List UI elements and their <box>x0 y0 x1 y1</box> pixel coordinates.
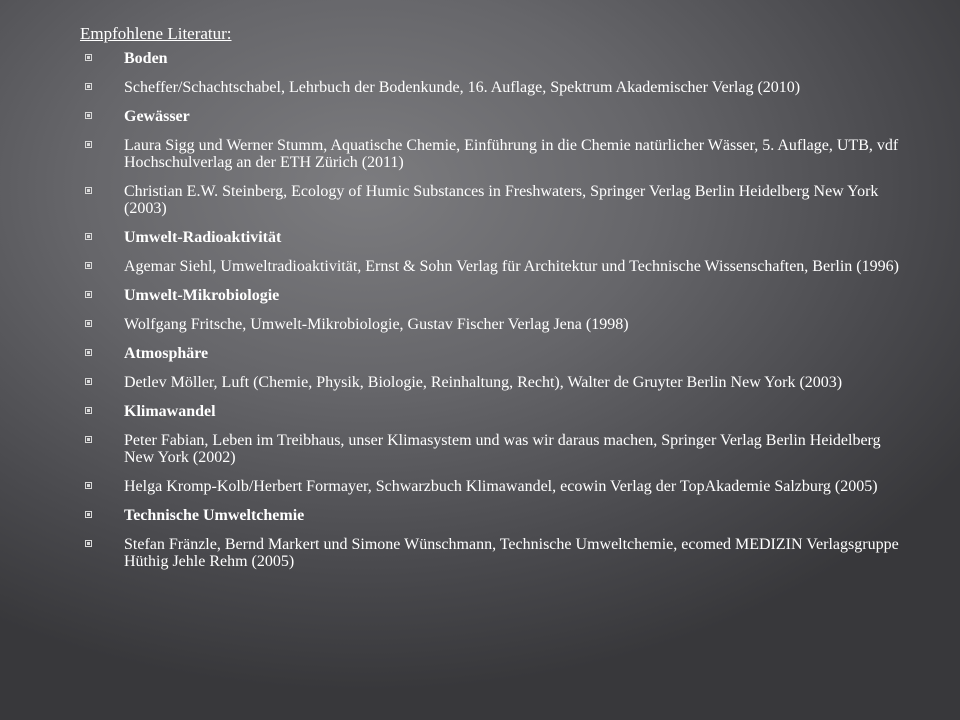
list-item-text: Atmosphäre <box>124 345 209 362</box>
square-bullet-icon <box>85 378 92 385</box>
list-item-text: Scheffer/Schachtschabel, Lehrbuch der Bodenkunde, 16. Auflage, Spektrum Akademischer Verlag (2010) <box>124 79 801 96</box>
list-item <box>80 432 910 466</box>
list-item-umwelt-mikrobiologie <box>80 287 910 304</box>
square-bullet-icon <box>85 349 92 356</box>
square-bullet-icon <box>85 187 92 194</box>
square-bullet-icon <box>85 511 92 518</box>
list-item-text: Peter Fabian, Leben im Treibhaus, unser Klimasystem und was wir daraus machen, Springer Verlag Berlin Heidelberg New York (2002) <box>124 432 881 466</box>
list-item-text: Umwelt-Radioaktivität <box>124 229 282 246</box>
square-bullet-icon <box>85 54 92 61</box>
list-item <box>80 79 910 96</box>
list-item <box>80 316 910 333</box>
list-item-text: Wolfgang Fritsche, Umwelt-Mikrobiologie, Gustav Fischer Verlag Jena (1998) <box>124 316 629 333</box>
list-item <box>80 536 910 570</box>
list-item-text: Klimawandel <box>124 403 216 420</box>
square-bullet-icon <box>85 262 92 269</box>
list-item <box>80 137 910 171</box>
list-item-text: Boden <box>124 50 168 67</box>
square-bullet-icon <box>85 83 92 90</box>
square-bullet-icon <box>85 540 92 547</box>
square-bullet-icon <box>85 233 92 240</box>
list-item-text: Christian E.W. Steinberg, Ecology of Humic Substances in Freshwaters, Springer Verlag Berlin Heidelberg New York (2003) <box>124 183 879 217</box>
list-item-text: Agemar Siehl, Umweltradioaktivität, Ernst & Sohn Verlag für Architektur und Technische Wissenschaften, Berlin (1996) <box>124 258 899 275</box>
square-bullet-icon <box>85 320 92 327</box>
square-bullet-icon <box>85 482 92 489</box>
list-item-klimawandel <box>80 403 910 420</box>
list-item <box>80 478 910 495</box>
list-item <box>80 374 910 391</box>
slide-title: Empfohlene Literatur: <box>80 24 232 43</box>
list-item-technische-umweltchemie <box>80 507 910 524</box>
list-item <box>80 183 910 217</box>
square-bullet-icon <box>85 141 92 148</box>
list-item-text: Helga Kromp-Kolb/Herbert Formayer, Schwarzbuch Klimawandel, ecowin Verlag der TopAkademie Salzburg (2005) <box>124 478 878 495</box>
list-item-text: Laura Sigg und Werner Stumm, Aquatische Chemie, Einführung in die Chemie natürlicher Wässer, 5. Auflage, UTB, vdf Hochschulverlag an der ETH Zürich (2011) <box>124 137 899 171</box>
square-bullet-icon <box>85 407 92 414</box>
list-item-text: Detlev Möller, Luft (Chemie, Physik, Biologie, Reinhaltung, Recht), Walter de Gruyter Berlin New York (2003) <box>124 374 843 391</box>
list-item-text: Technische Umweltchemie <box>124 507 305 524</box>
literature-list <box>80 50 910 570</box>
list-item-text: Gewässer <box>124 108 190 125</box>
list-item <box>80 258 910 275</box>
list-item-text: Umwelt-Mikrobiologie <box>124 287 280 304</box>
list-item-boden <box>80 50 910 67</box>
list-item-umwelt-radioaktivitaet <box>80 229 910 246</box>
square-bullet-icon <box>85 291 92 298</box>
slide-content <box>80 24 910 582</box>
square-bullet-icon <box>85 436 92 443</box>
square-bullet-icon <box>85 112 92 119</box>
list-item-gewaesser <box>80 108 910 125</box>
list-item-text: Stefan Fränzle, Bernd Markert und Simone Wünschmann, Technische Umweltchemie, ecomed MEDIZIN Verlagsgruppe Hüthig Jehle Rehm (2005) <box>124 536 899 570</box>
list-item-atmosphaere <box>80 345 910 362</box>
